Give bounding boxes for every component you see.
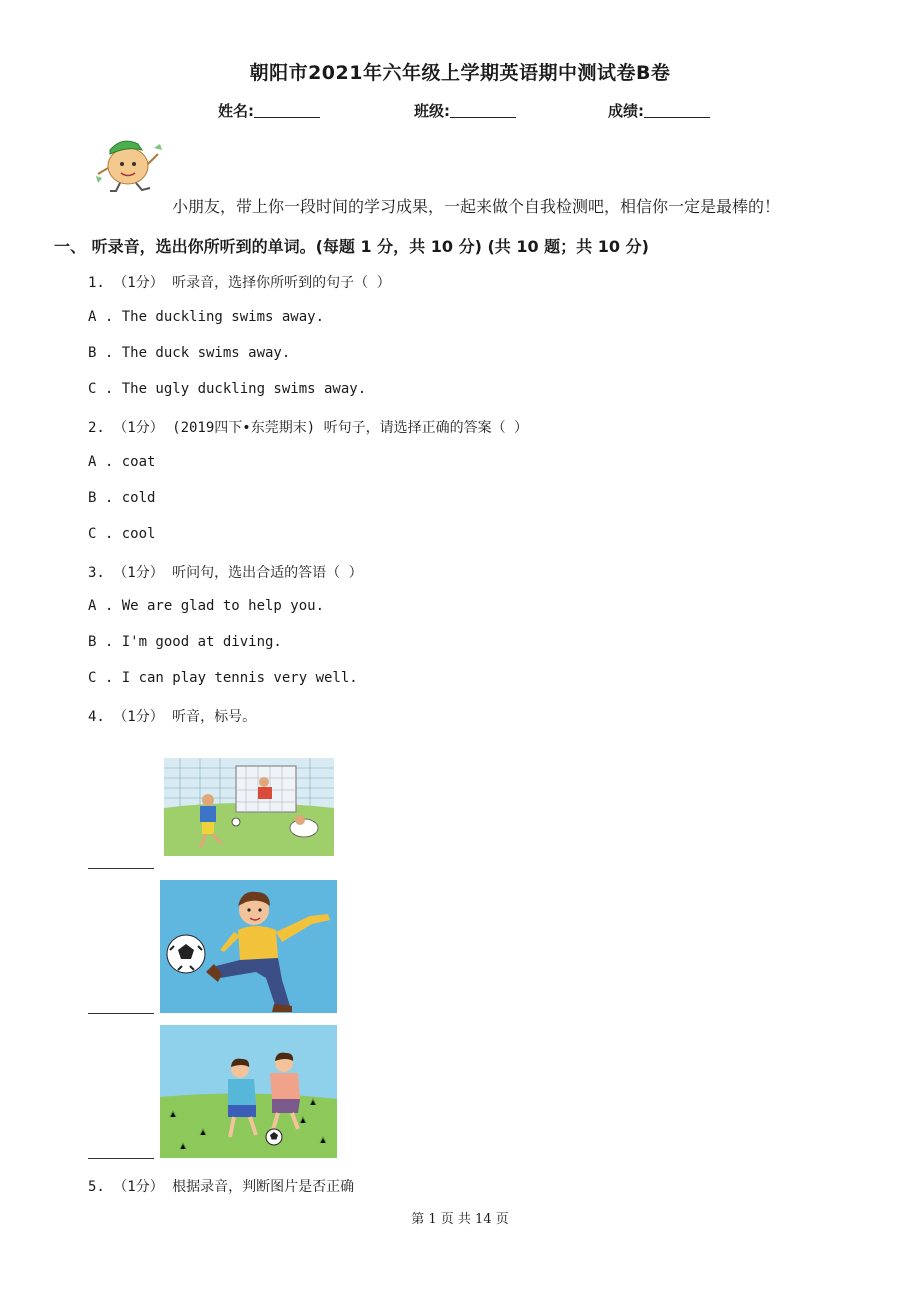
question-5: 5. （1分） 根据录音，判断图片是否正确 (88, 1179, 355, 1195)
option-3b[interactable]: B . I'm good at diving. (88, 634, 282, 650)
class-blank (450, 103, 516, 118)
boy-kicking-ball-image (160, 880, 337, 1013)
score-label: 成绩: (608, 102, 644, 120)
class-field (414, 100, 516, 121)
score-blank (644, 103, 710, 118)
question-4: 4. （1分） 听音，标号。 (88, 709, 257, 725)
class-label: 班级: (414, 102, 450, 120)
option-1b[interactable]: B . The duck swims away. (88, 345, 291, 361)
option-2b[interactable]: B . cold (88, 490, 156, 506)
section-title: 一、 听录音，选出你所听到的单词。(每题 1 分，共 10 分) (共 10 题；共 10 分) (54, 237, 649, 256)
option-2a[interactable]: A . coat (88, 454, 156, 470)
question-2: 2. （1分） (2019四下•东莞期末) 听句子，请选择正确的答案（ ） (88, 420, 529, 436)
option-1a[interactable]: A . The duckling swims away. (88, 309, 325, 325)
soccer-goal-image (160, 752, 337, 856)
page-title: 朝阳市2021年六年级上学期英语期中测试卷B卷 (249, 62, 671, 84)
page-footer: 第 1 页 共 14 页 (411, 1212, 509, 1227)
answer-blank-2[interactable] (88, 1013, 154, 1014)
option-1c[interactable]: C . The ugly duckling swims away. (88, 381, 367, 397)
two-boys-soccer-image (160, 1025, 337, 1158)
question-3: 3. （1分） 听问句，选出合适的答语（ ） (88, 565, 363, 581)
name-blank (254, 103, 320, 118)
option-3c[interactable]: C . I can play tennis very well. (88, 670, 358, 686)
score-field (608, 100, 710, 121)
option-2c[interactable]: C . cool (88, 526, 156, 542)
question-1: 1. （1分） 听录音，选择你所听到的句子（ ） (88, 275, 391, 291)
name-label: 姓名: (218, 102, 254, 120)
answer-blank-3[interactable] (88, 1158, 154, 1159)
answer-blank-1[interactable] (88, 868, 154, 869)
option-3a[interactable]: A . We are glad to help you. (88, 598, 325, 614)
name-field (218, 100, 320, 121)
encourage-text: 小朋友，带上你一段时间的学习成果，一起来做个自我检测吧，相信你一定是最棒的！ (172, 197, 781, 216)
mascot-image (92, 128, 170, 194)
